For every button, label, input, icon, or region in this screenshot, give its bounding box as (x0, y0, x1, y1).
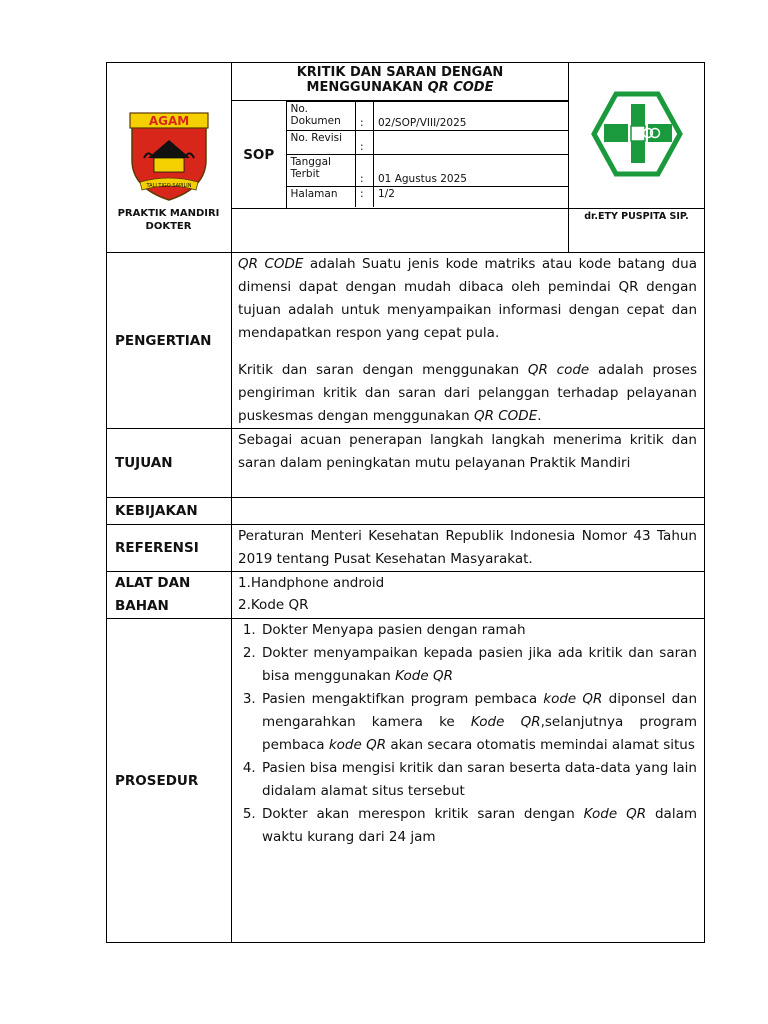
title-and-meta-cell (232, 63, 569, 209)
kebijakan-label: KEBIJAKAN (107, 498, 232, 525)
list-item: 2.Kode QR (238, 597, 309, 613)
issue-date: 01 Agustus 2025 (374, 155, 569, 187)
document-number: 02/SOP/VIII/2025 (374, 102, 569, 131)
step-5: 5. Dokter akan merespon kritik saran dengan Kode QR dalam waktu kurang dari 24 jam (260, 803, 697, 849)
sop-table (106, 62, 705, 943)
document-title (232, 63, 568, 101)
referensi-label: REFERENSI (107, 525, 232, 572)
kebijakan-text (232, 498, 705, 525)
referensi-text: Peraturan Menteri Kesehatan Republik Indonesia Nomor 43 Tahun 2019 tentang Pusat Kesehatan Masyarakat. (232, 525, 705, 572)
sop-document (106, 62, 704, 939)
step-4: 4. Pasien bisa mengisi kritik dan saran beserta data-data yang lain didalam alamat situs tersebut (260, 757, 697, 803)
meta-label: No. Revisi (287, 131, 356, 155)
step-2: 2. Dokter menyampaikan kepada pasien jika ada kritik dan saran bisa menggunakan Kode QR (260, 642, 697, 688)
meta-label: Halaman (287, 187, 356, 207)
pengertian-label: PENGERTIAN (107, 253, 232, 429)
blank-header-cell (232, 209, 569, 253)
tujuan-text: Sebagai acuan penerapan langkah langkah menerima kritik dan saran dalam peningkatan mutu pelayanan Praktik Mandiri (232, 429, 705, 498)
org-name: PRAKTIK MANDIRI DOKTER (117, 208, 220, 232)
document-meta: No. Dokumen : 02/SOP/VIII/2025 No. Revisi : Tanggal Terbit : 01 Agustus 2025 Halaman : 1/2 (287, 101, 569, 207)
title-line-1: KRITIK DAN SARAN DENGAN (296, 65, 504, 80)
step-3: 3. Pasien mengaktifkan program pembaca kode QR diponsel dan mengarahkan kamera ke Kode QR,selanjutnya program pembaca kode QR akan secara otomatis memindai alamat situs (260, 688, 697, 757)
prosedur-label: PROSEDUR (107, 619, 232, 943)
pengertian-text: QR CODE adalah Suatu jenis kode matriks atau kode batang dua dimensi dapat dengan mudah dibaca oleh pemindai QR dengan tujuan adalah untuk menyampaikan informasi dengan cepat dan mendapatkan respon yang cepat pula. Kritik dan saran dengan menggunakan QR code adalah proses pengiriman kritik dan saran dari pelanggan terhadap pelayanan puskesmas dengan menggunakan QR CODE. (232, 253, 705, 429)
agam-logo (126, 110, 212, 202)
tujuan-label: TUJUAN (107, 429, 232, 498)
title-line-2: MENGGUNAKAN QR CODE (306, 80, 494, 95)
list-item: 1.Handphone android (238, 575, 385, 591)
puskesmas-logo-icon (591, 91, 683, 177)
prosedur-steps (232, 619, 705, 943)
page-number: 1/2 (374, 187, 569, 207)
agam-motto: TALI TIGO SAPILIN (146, 182, 192, 189)
meta-label: No. Dokumen (287, 102, 356, 131)
alat-bahan-list (232, 572, 705, 619)
doctor-name: dr.ETY PUSPITA SIP. (569, 209, 705, 253)
health-logo-cell (569, 63, 705, 209)
meta-label: Tanggal Terbit (287, 155, 356, 187)
step-1: 1. Dokter Menyapa pasien dengan ramah (260, 619, 697, 642)
agam-logo-text: AGAM (148, 113, 190, 128)
sop-label: SOP (232, 101, 286, 208)
alat-bahan-label: ALAT DAN BAHAN (107, 572, 232, 619)
revision-number (374, 131, 569, 155)
